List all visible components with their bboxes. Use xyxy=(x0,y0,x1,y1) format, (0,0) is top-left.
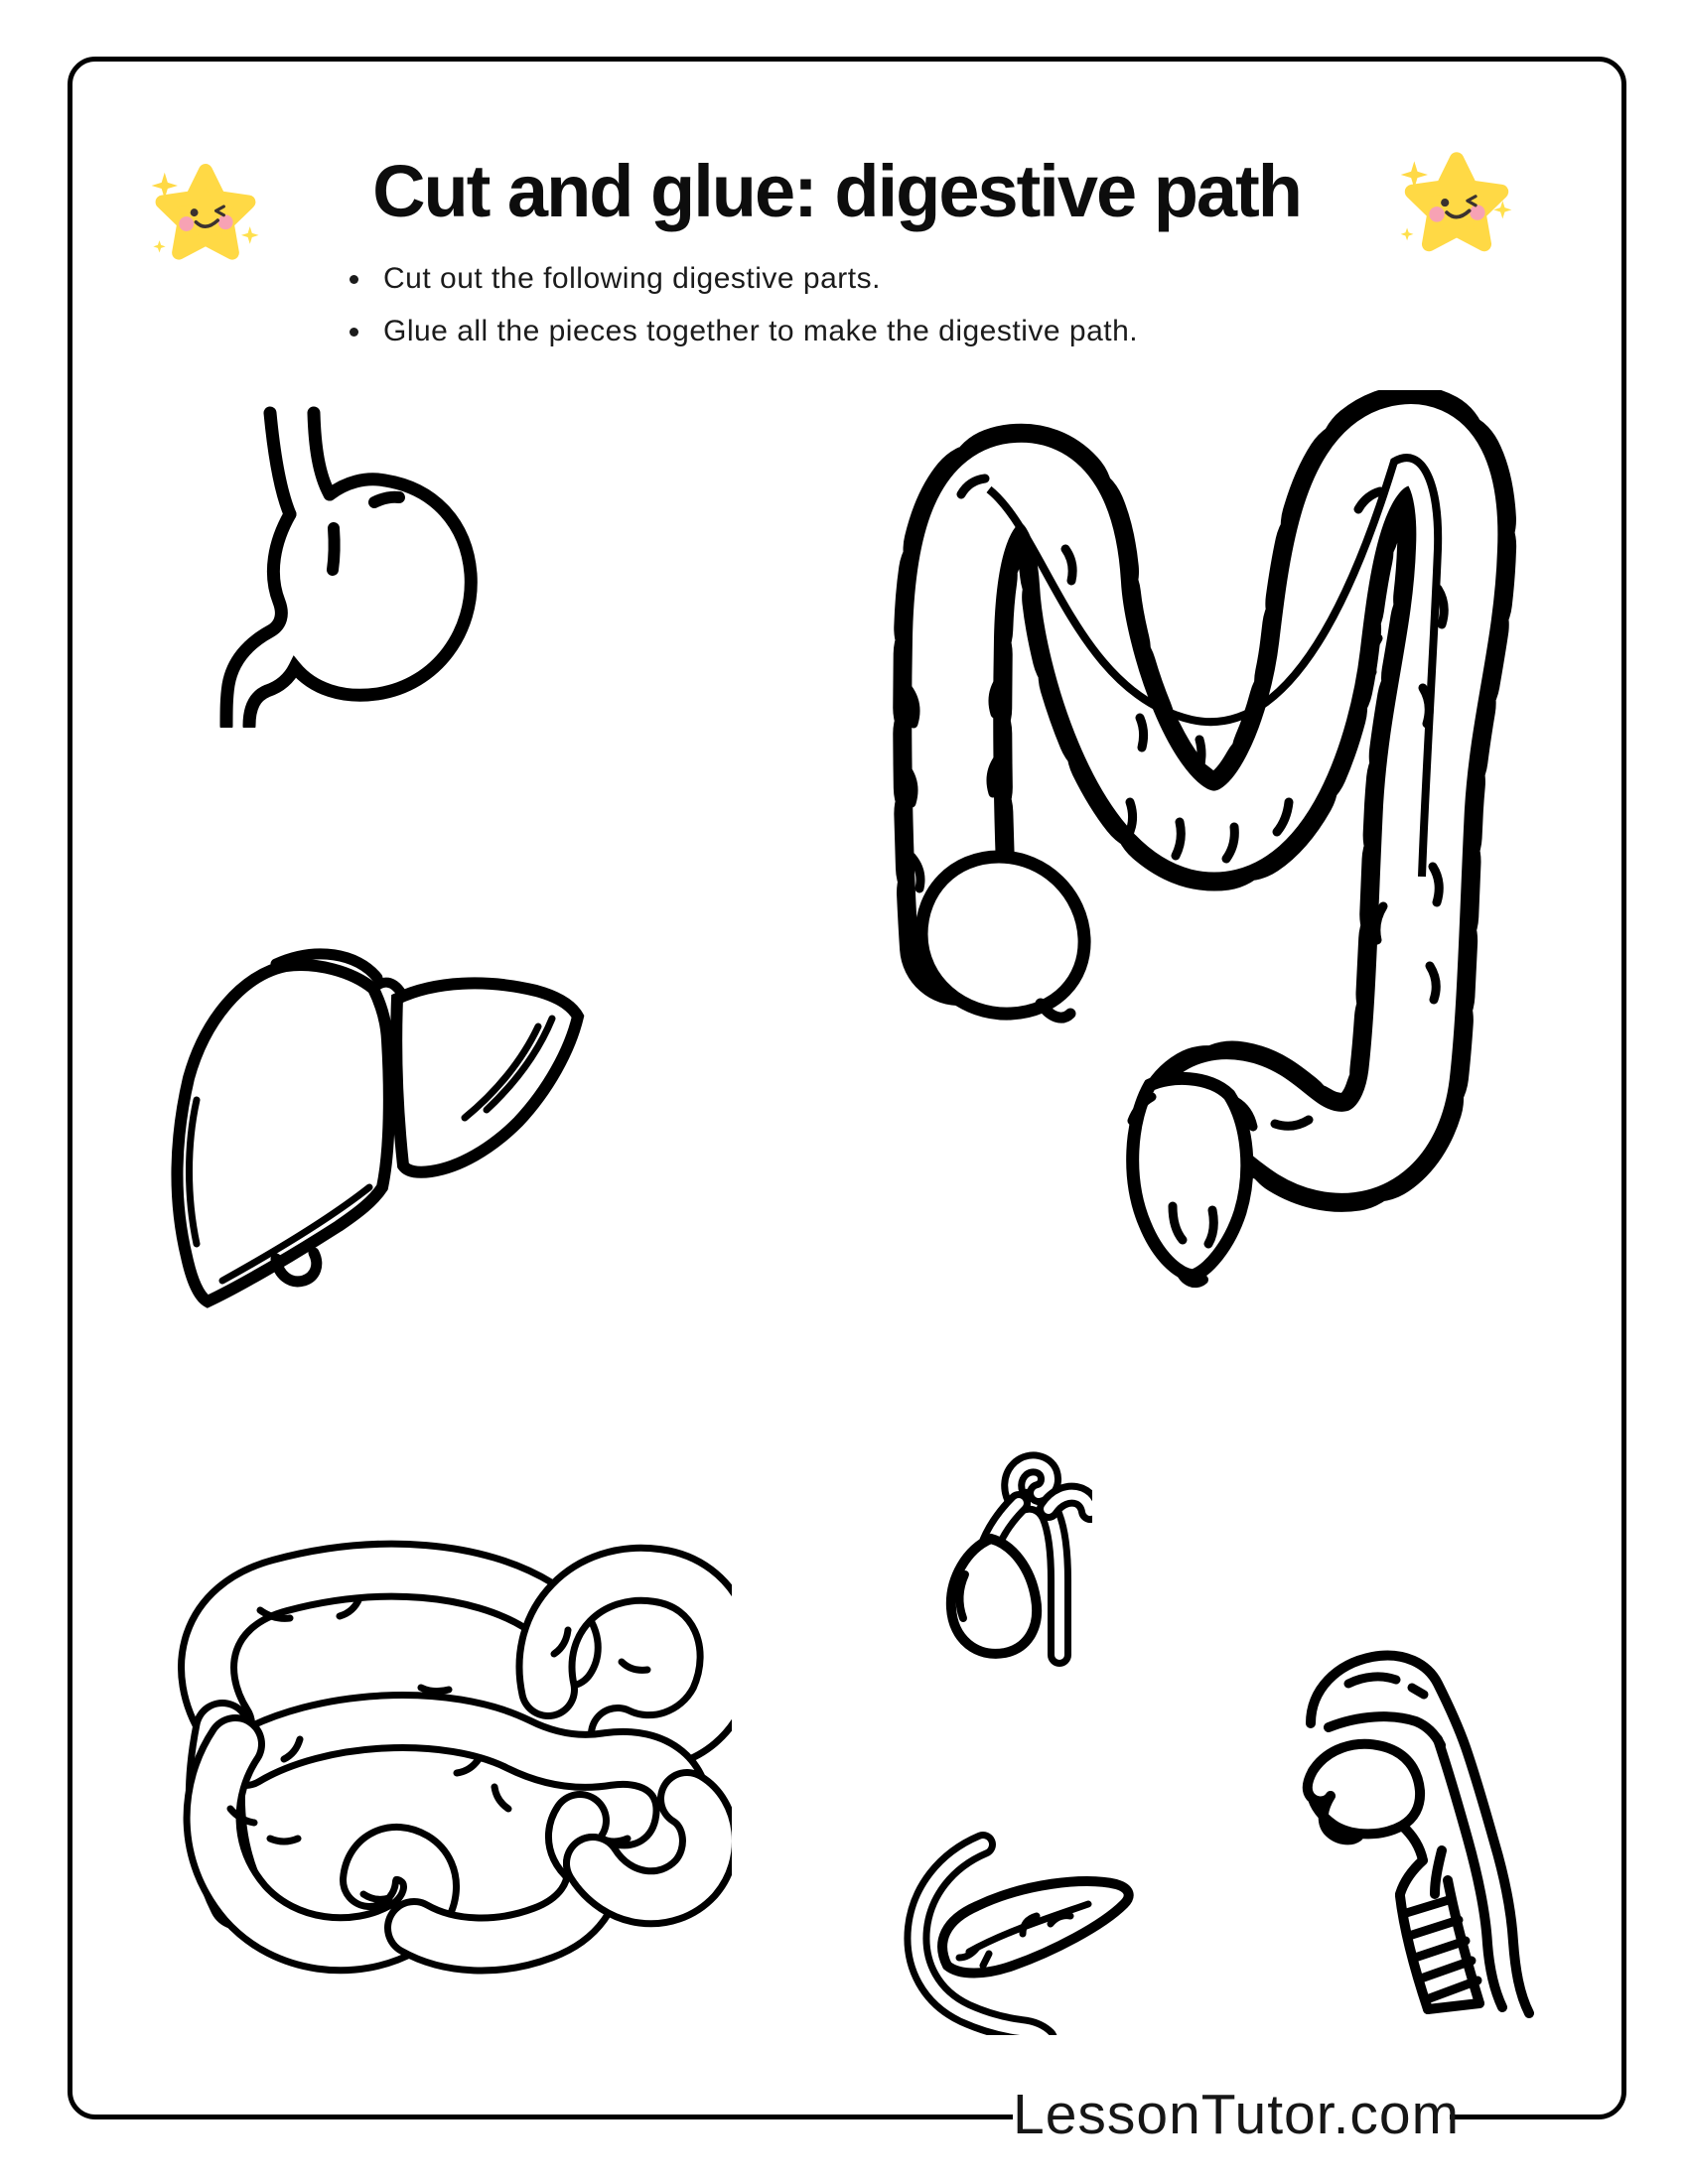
large-intestine-illustration xyxy=(842,390,1559,1298)
footer-wordmark: LessonTutor.com xyxy=(1013,2079,1450,2150)
instruction-text: Glue all the pieces together to make the digestive path. xyxy=(383,315,1139,347)
instruction-item xyxy=(342,260,1138,298)
gallbladder-illustration xyxy=(921,1451,1092,1668)
throat-esophagus-illustration xyxy=(1253,1620,1553,2029)
bullet-icon xyxy=(350,275,358,284)
winking-star-icon xyxy=(1398,145,1515,262)
stomach-illustration xyxy=(139,395,487,728)
instruction-item xyxy=(342,313,1138,350)
winking-star-icon xyxy=(149,157,262,270)
instruction-list xyxy=(342,260,1138,365)
small-intestine-illustration xyxy=(151,1511,732,1987)
bullet-icon xyxy=(350,328,358,337)
page-title: Cut and glue: digestive path xyxy=(372,150,1301,232)
liver-illustration xyxy=(137,931,624,1318)
instruction-text: Cut out the following digestive parts. xyxy=(383,262,881,295)
pancreas-illustration xyxy=(882,1825,1142,2035)
